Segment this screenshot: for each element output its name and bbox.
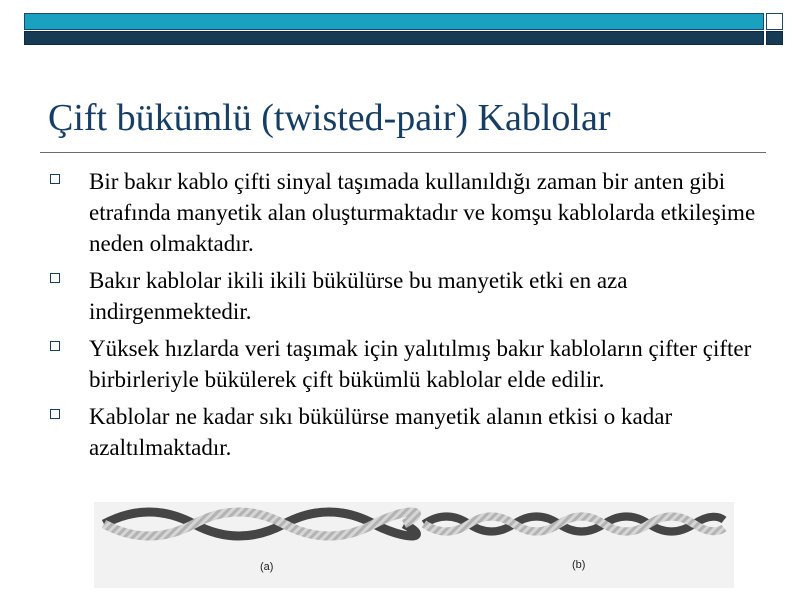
bullet-item bbox=[48, 333, 758, 395]
header-accent-bar bbox=[24, 13, 764, 30]
bullet-item bbox=[48, 265, 758, 327]
bullet-text: Bir bakır kablo çifti sinyal taşımada kullanıldığı zaman bir anten gibi etrafında manyetik alan oluşturmaktadır ve komşu kablolarda etkileşime neden olmaktadır. bbox=[89, 169, 756, 256]
bullet-item bbox=[48, 401, 758, 463]
caption-b: (b) bbox=[572, 559, 586, 571]
square-bullet-icon bbox=[50, 409, 60, 419]
slide-title: Çift bükümlü (twisted-pair) Kablolar bbox=[48, 97, 611, 139]
twisted-pair-cable-figure bbox=[94, 502, 734, 588]
header-dark-bar bbox=[24, 31, 764, 45]
header-corner-box-bottom bbox=[766, 31, 783, 45]
bullet-text: Yüksek hızlarda veri taşımak için yalıtılmış bakır kabloların çifter çifter birbirleriyle bükülerek çift bükümlü kablolar elde edilir. bbox=[89, 336, 752, 392]
header-corner-box-top bbox=[766, 13, 783, 30]
bullet-text: Kablolar ne kadar sıkı bükülürse manyetik alanın etkisi o kadar azaltılmaktadır. bbox=[89, 404, 673, 460]
bullet-text: Bakır kablolar ikili ikili bükülürse bu manyetik etki en aza indirgenmektedir. bbox=[89, 268, 628, 324]
square-bullet-icon bbox=[50, 273, 60, 283]
caption-a: (a) bbox=[260, 561, 274, 573]
title-divider bbox=[40, 152, 766, 153]
bullet-item bbox=[48, 166, 758, 259]
square-bullet-icon bbox=[50, 341, 60, 351]
bullet-list bbox=[48, 166, 758, 469]
square-bullet-icon bbox=[50, 174, 60, 184]
